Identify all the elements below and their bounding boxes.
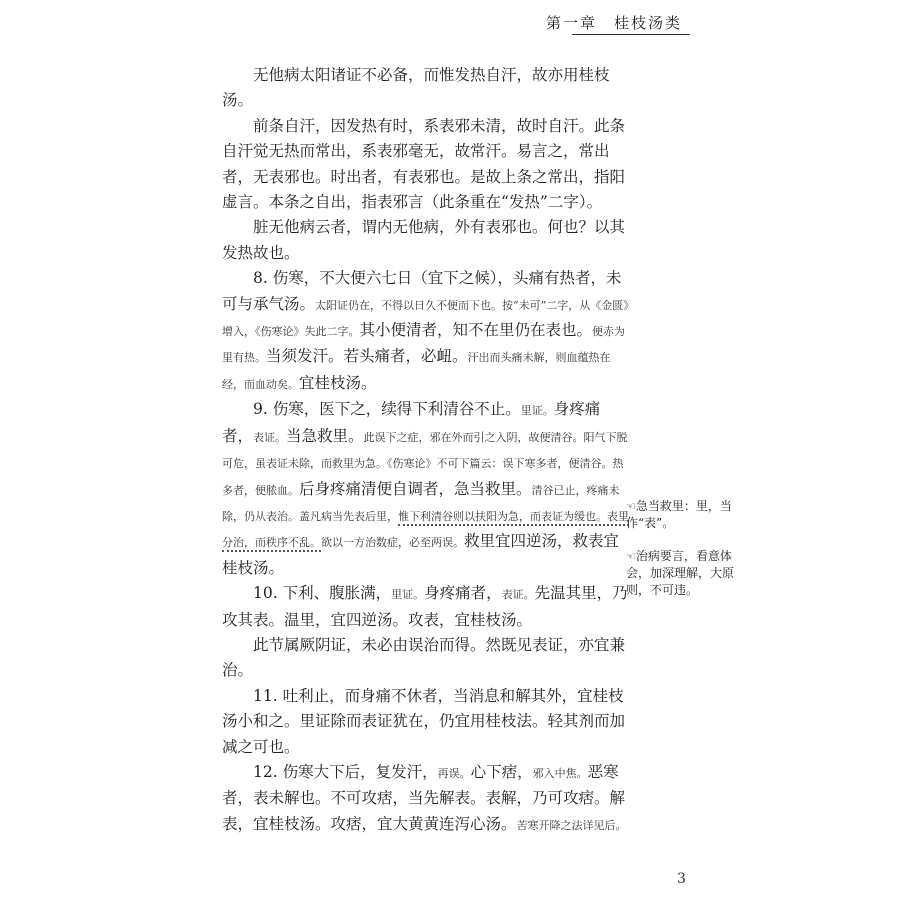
paragraph: [222, 684, 630, 760]
main-text: 身疼痛者，: [424, 584, 502, 603]
main-text: 恶寒者，表未解也。不可攻痞，当先解表。表解，乃可攻痞。解表，宜桂枝汤。攻痞，宜大黄黄连泻心汤。: [222, 762, 626, 833]
paragraph: [222, 114, 630, 216]
annotation-note: 再误。: [437, 766, 471, 780]
main-text: 救里宜四逆汤，救表宜桂枝汤。: [222, 532, 620, 577]
main-text: 当须发汗。若头痛者，必衄。: [266, 347, 468, 366]
paragraph: [222, 266, 630, 397]
main-text: 后身疼痛清便自调者，急当救里。: [299, 479, 532, 498]
header-rule: [572, 34, 690, 35]
paragraph: [222, 581, 630, 633]
main-text: 身疼痛者，: [222, 400, 601, 445]
paragraph: [222, 397, 630, 581]
annotation-note: 欲以一方治数症，必至两误。: [321, 536, 464, 550]
main-text: 脏无他病云者，谓内无他病，外有表邪也。何也？以其发热故也。: [222, 218, 626, 262]
paragraph: [222, 215, 630, 266]
main-text: 此节属厥阴证，未必由误治而得。然既见表证，亦宜兼治。: [222, 635, 626, 680]
annotation-note: 表证。: [253, 430, 287, 444]
main-text: 当急救里。: [286, 426, 364, 445]
annotation-note: 里证。: [391, 588, 425, 602]
margin-note-text: 急当救里：里，当作“表”。: [626, 499, 732, 530]
annotation-note: 便赤为里有热。: [222, 325, 626, 365]
margin-note-2: [626, 548, 741, 599]
main-text: 8. 伤寒，不大便六七日（宜下之候），头痛有热者，未可与承气汤。: [222, 269, 622, 313]
body-text: [222, 63, 630, 838]
running-header: 第一章 桂枝汤类: [545, 14, 682, 32]
margin-note-1: [626, 498, 741, 532]
paragraph: [222, 63, 630, 114]
main-text: 其小便清者，知不在里仍在表也。: [359, 321, 593, 340]
main-text: 9. 伤寒，医下之，续得下利清谷不止。: [253, 400, 521, 419]
paragraph: [222, 633, 630, 684]
annotation-note: 清谷已止，疼痛未除，仍从表治。盖凡病当先表后里，: [222, 483, 620, 523]
annotation-note: 表证。: [501, 588, 535, 602]
annotation-note: 太阳证仍在，不得以日久不便而下也。按“未可”二字，从《金匮》增入，《伤寒论》失此二字。: [222, 298, 629, 339]
main-text: 12. 伤寒大下后，复发汗，: [253, 762, 438, 781]
pointing-hand-icon: ☜: [626, 500, 636, 513]
main-text: 先温其里，乃攻其表。温里，宜四逆汤。攻表，宜桂枝汤。: [222, 584, 628, 629]
main-text: 心下痞，: [470, 762, 533, 781]
margin-note-text: 治病要言，看意体会，加深理解，大原则，不可违。: [626, 549, 735, 597]
main-text: 10. 下利、腹胀满，: [253, 584, 392, 603]
pointing-hand-icon: ☜: [626, 550, 636, 563]
annotation-note: 苦寒开降之法详见后。: [516, 818, 627, 832]
annotation-note: 邪入中焦。: [532, 766, 588, 780]
page-number: 3: [677, 871, 686, 887]
paragraph: [222, 760, 630, 838]
annotation-note: 汗出而头痛未解，则血蕴热在经，而血动矣。: [222, 351, 611, 391]
main-text: 11. 吐利止，而身痛不休者，当消息和解其外，宜桂枝汤小和之。里证除而表证犹在，仍宜用桂枝法。轻其剂而加减之可也。: [222, 686, 626, 756]
main-text: 前条自汗，因发热有时，系表邪未清，故时自汗。此条自汗觉无热而常出，系表邪毫无，故常汗。易言之，常出者，无表邪也。时出者，有表邪也。是故上条之常出，指阳虚言。本条之自出，指表邪言（此条重在“发热”二字）。: [222, 116, 626, 212]
annotation-note: 此误下之症，邪在外而引之入阴，故便清谷。阳气下脱可危，虽表证未除，而救里为急。《伤寒论》不可下篇云：误下寒多者，便清谷。热多者，便脓血。: [222, 430, 628, 497]
annotation-note: 里证。: [520, 404, 554, 418]
main-text: 宜桂枝汤。: [299, 373, 377, 392]
main-text: 无他病太阳诸证不必备，而惟发热自汗，故亦用桂枝汤。: [222, 66, 610, 110]
annotation-note: 惟下利清谷则以扶阳为急，而表证为缓也。表里分治，而秩序不乱。: [222, 510, 629, 552]
